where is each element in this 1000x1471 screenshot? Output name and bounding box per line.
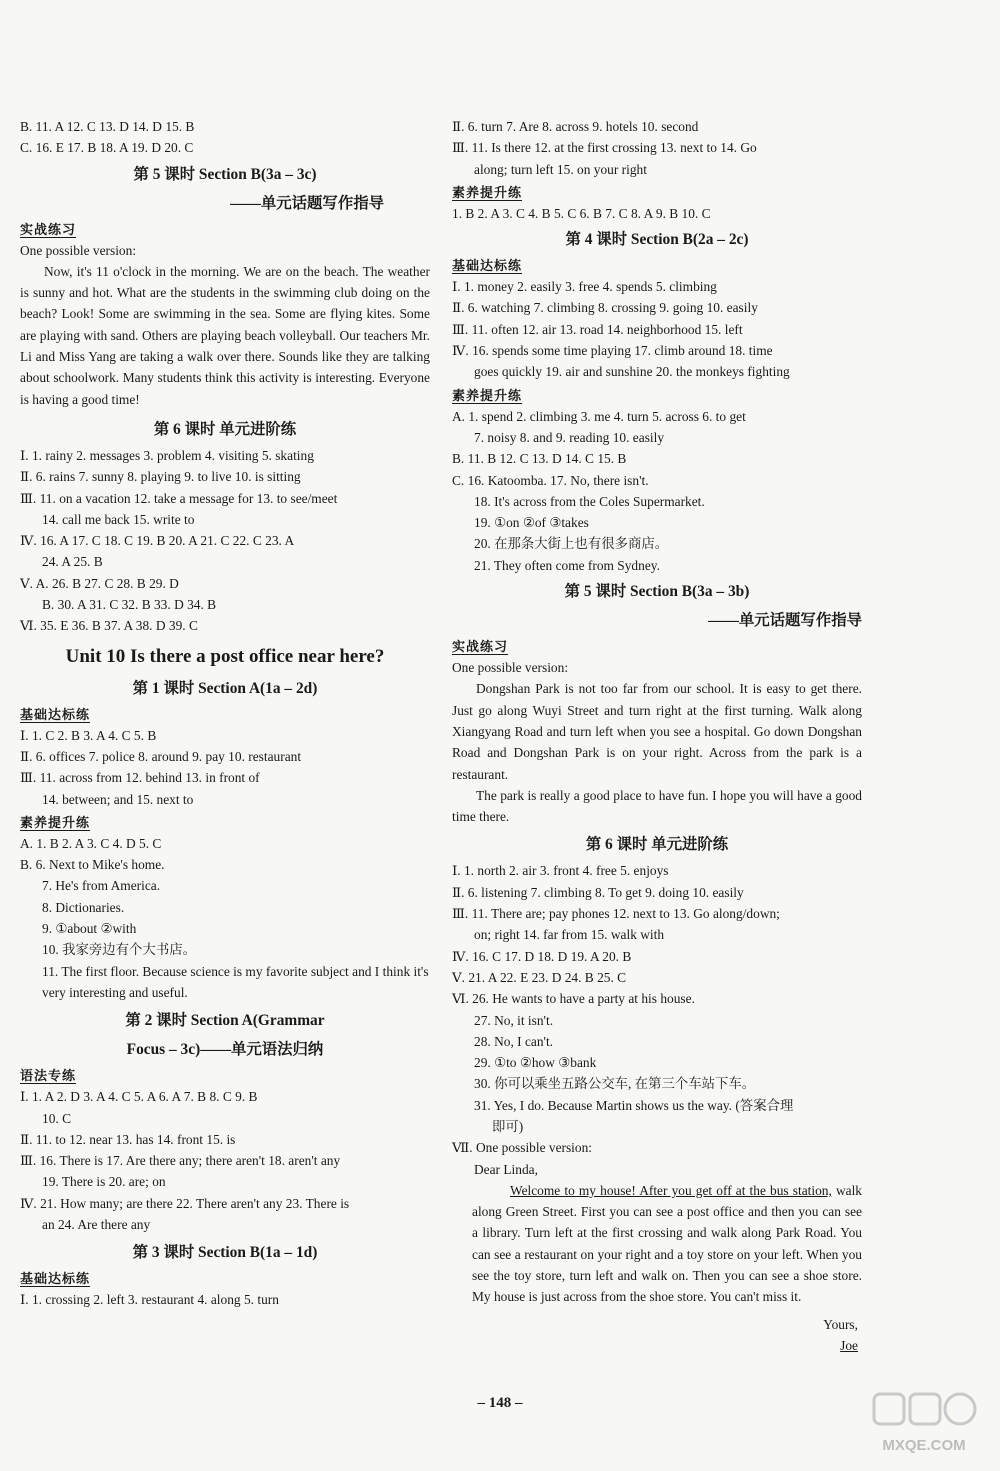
answer-line: 29. ①to ②how ③bank	[474, 1055, 597, 1071]
answer-line: along; turn left 15. on your right	[474, 161, 647, 177]
lesson-heading: 第 6 课时 单元进阶练	[585, 836, 729, 854]
version-label: One possible version:	[20, 242, 137, 258]
answer-line: B. 11. A 12. C 13. D 14. D 15. B	[20, 119, 195, 134]
answer-line: 31. Yes, I do. Because Martin shows us the way. (答案合理	[474, 1097, 794, 1113]
answer-line: Ⅲ. 11. There are; pay phones 12. next to 13. Go along/down;	[452, 906, 780, 922]
answer-line: 18. It's across from the Coles Supermarket.	[474, 493, 705, 509]
answer-line: Ⅴ. A. 26. B 27. C 28. B 29. D	[20, 575, 179, 591]
unit-title: Unit 10 Is there a post office near here?	[65, 645, 385, 667]
answer-line: 14. call me back 15. write to	[42, 511, 195, 527]
section-label: 实战练习	[20, 221, 77, 237]
answer-line: 10. C	[42, 1110, 72, 1126]
watermark-text: MXQE.COM	[882, 1437, 966, 1454]
answer-line: 19. ①on ②of ③takes	[474, 515, 589, 531]
answer-line: Ⅰ. 1. north 2. air 3. front 4. free 5. enjoys	[452, 863, 669, 879]
answer-line: 14. between; and 15. next to	[42, 791, 194, 807]
answer-line: Ⅱ. 6. watching 7. climbing 8. crossing 9. going 10. easily	[452, 300, 758, 316]
letter-body-underlined: Welcome to my house! After you get off at the bus station,	[510, 1182, 832, 1198]
right-column	[452, 116, 862, 1356]
answer-line: 21. They often come from Sydney.	[474, 557, 660, 573]
letter-body-rest: walk along Green Street. First you can see a post office and then you can see a library. Turn left at the first crossing and walk along Park Road. You can see a restaurant on your right and a toy store on your left. When you see the toy store, turn left and walk on. Then you can see a shoe store. My house is just across from the shoe store. You can't miss it.	[472, 1182, 862, 1305]
answer-line: Ⅶ. One possible version:	[452, 1140, 593, 1156]
section-label: 实战练习	[452, 639, 509, 655]
answer-line: Ⅱ. 11. to 12. near 13. has 14. front 15. is	[20, 1131, 236, 1147]
lesson-heading: 第 2 课时 Section A(Grammar	[125, 1012, 325, 1030]
lesson-heading: 第 5 课时 Section B(3a – 3b)	[564, 583, 750, 601]
answer-line: 19. There is 20. are; on	[42, 1174, 166, 1190]
answer-line: Ⅴ. 21. A 22. E 23. D 24. B 25. C	[452, 969, 627, 985]
section-label: 基础达标练	[452, 258, 523, 274]
section-label: 基础达标练	[20, 1271, 91, 1287]
version-label: One possible version:	[452, 660, 569, 676]
answer-line: Ⅳ. 16. A 17. C 18. C 19. B 20. A 21. C 22. C 23. A	[20, 533, 295, 549]
answer-line: goes quickly 19. air and sunshine 20. the monkeys fighting	[474, 364, 790, 380]
answer-line: C. 16. Katoomba. 17. No, there isn't.	[452, 472, 649, 488]
lesson-subheading: ——单元话题写作指导	[230, 194, 384, 212]
answer-line: 7. He's from America.	[42, 878, 161, 894]
answer-line: 28. No, I can't.	[474, 1033, 554, 1049]
answer-line: Ⅲ. 11. across from 12. behind 13. in front of	[20, 770, 260, 786]
answer-line: Ⅰ. 1. rainy 2. messages 3. problem 4. visiting 5. skating	[20, 447, 314, 463]
section-label: 语法专练	[20, 1068, 77, 1084]
answer-line: B. 11. B 12. C 13. D 14. C 15. B	[452, 451, 627, 467]
essay-paragraph: Dongshan Park is not too far from our school. It is easy to get there. Just go along Wuyi Street and turn right at the first turning. Walk along Xiangyang Road and turn left when you see a hospital. Go down Dongshan Road and Dongshan Park is on your right. Across from the park is a restaurant.	[452, 681, 862, 782]
answer-line: Ⅳ. 16. spends some time playing 17. climb around 18. time	[452, 343, 773, 359]
watermark-logo	[866, 1388, 982, 1460]
answer-line: Ⅲ. 16. There is 17. Are there any; there aren't 18. aren't any	[20, 1153, 341, 1169]
answer-line: Ⅰ. 1. money 2. easily 3. free 4. spends 5. climbing	[452, 279, 717, 295]
answer-line: 7. noisy 8. and 9. reading 10. easily	[474, 429, 665, 445]
lesson-heading: 第 4 课时 Section B(2a – 2c)	[565, 231, 749, 249]
lesson-heading: 第 1 课时 Section A(1a – 2d)	[132, 679, 318, 697]
section-label: 基础达标练	[20, 706, 91, 722]
answer-line: on; right 14. far from 15. walk with	[474, 927, 665, 943]
lesson-heading: 第 3 课时 Section B(1a – 1d)	[132, 1244, 318, 1262]
essay-paragraph: Now, it's 11 o'clock in the morning. We are on the beach. The weather is sunny and hot. What are the students in the swimming club doing on the beach? Look! Some are swimming in the sea. Some are flying kites. Some are playing with sand. Others are playing beach volleyball. Our teachers Mr. Li and Miss Yang are taking a walk over there. Sounds like they are talking about schoolwork. Many students think this activity is interesting. Everyone is having a good time!	[20, 263, 430, 407]
essay-paragraph: The park is really a good place to have fun. I hope you will have a good time there.	[452, 787, 862, 825]
section-label: 素养提升练	[452, 387, 523, 403]
answer-line: Ⅲ. 11. Is there 12. at the first crossing 13. next to 14. Go	[452, 140, 757, 156]
answer-line: 27. No, it isn't.	[474, 1012, 554, 1028]
lesson-subheading: ——单元话题写作指导	[708, 612, 862, 630]
lesson-heading: 第 6 课时 单元进阶练	[153, 420, 297, 438]
letter-salutation: Dear Linda,	[474, 1161, 538, 1177]
letter-signature: Joe	[840, 1337, 858, 1353]
answer-line: C. 16. E 17. B 18. A 19. D 20. C	[20, 140, 194, 156]
answer-line: 9. ①about ②with	[42, 921, 137, 937]
answer-line: B. 30. A 31. C 32. B 33. D 34. B	[42, 597, 217, 613]
answer-line: Ⅳ. 21. How many; are there 22. There aren't any 23. There is	[20, 1195, 350, 1211]
answer-line: Ⅵ. 35. E 36. B 37. A 38. D 39. C	[20, 618, 198, 634]
answer-line: A. 1. B 2. A 3. C 4. D 5. C	[20, 835, 162, 851]
page-number: – 148 –	[477, 1395, 523, 1411]
answer-line: 8. Dictionaries.	[42, 899, 125, 915]
lesson-heading: 第 5 课时 Section B(3a – 3c)	[133, 165, 317, 183]
answer-line: B. 6. Next to Mike's home.	[20, 857, 165, 873]
answer-line: Ⅲ. 11. often 12. air 13. road 14. neighborhood 15. left	[452, 321, 743, 337]
left-column	[20, 116, 430, 1311]
letter-closing: Yours,	[823, 1316, 858, 1332]
answer-line: 11. The first floor. Because science is my favorite subject and I think it's very interesting and useful.	[42, 963, 429, 1000]
answer-line: Ⅳ. 16. C 17. D 18. D 19. A 20. B	[452, 948, 632, 964]
answer-line: 20. 在那条大街上也有很多商店。	[474, 536, 669, 552]
answer-line: 30. 你可以乘坐五路公交车, 在第三个车站下车。	[474, 1076, 756, 1092]
lesson-heading-cont: Focus – 3c)——单元语法归纳	[126, 1041, 324, 1059]
answer-line: Ⅰ. 1. crossing 2. left 3. restaurant 4. along 5. turn	[20, 1292, 279, 1308]
answer-line: 24. A 25. B	[42, 554, 103, 570]
answer-line: Ⅱ. 6. turn 7. Are 8. across 9. hotels 10. second	[452, 119, 699, 134]
answer-line: Ⅰ. 1. A 2. D 3. A 4. C 5. A 6. A 7. B 8. C 9. B	[20, 1089, 258, 1105]
answer-line: Ⅱ. 6. offices 7. police 8. around 9. pay 10. restaurant	[20, 748, 302, 764]
section-label: 素养提升练	[20, 814, 91, 830]
answer-line: 10. 我家旁边有个大书店。	[42, 942, 196, 958]
answer-line: 即可)	[492, 1118, 524, 1134]
answer-line: Ⅵ. 26. He wants to have a party at his house.	[452, 991, 695, 1007]
answer-line: A. 1. spend 2. climbing 3. me 4. turn 5. across 6. to get	[452, 408, 746, 424]
answer-line: Ⅰ. 1. C 2. B 3. A 4. C 5. B	[20, 727, 157, 743]
letter-body	[452, 1180, 862, 1308]
answer-line: an 24. Are there any	[42, 1216, 151, 1232]
answer-line: Ⅲ. 11. on a vacation 12. take a message for 13. to see/meet	[20, 490, 338, 506]
answer-line: Ⅱ. 6. rains 7. sunny 8. playing 9. to live 10. is sitting	[20, 469, 301, 485]
section-label: 素养提升练	[452, 184, 523, 200]
answer-line: 1. B 2. A 3. C 4. B 5. C 6. B 7. C 8. A 9. B 10. C	[452, 205, 711, 221]
answer-line: Ⅱ. 6. listening 7. climbing 8. To get 9. doing 10. easily	[452, 884, 744, 900]
